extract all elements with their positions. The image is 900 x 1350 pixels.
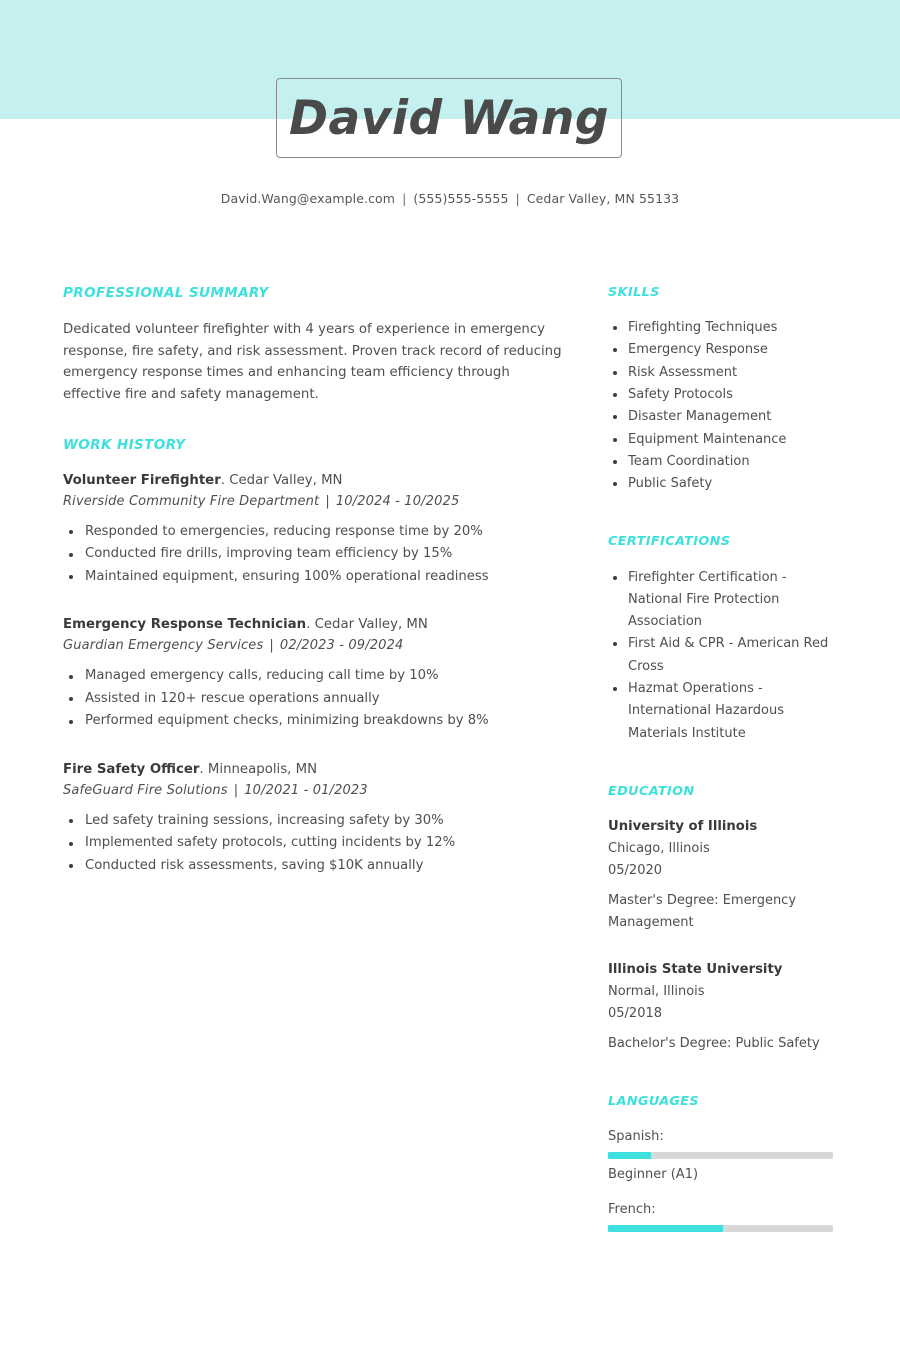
skill-item: Risk Assessment xyxy=(608,362,836,384)
contact-email: David.Wang@example.com xyxy=(220,191,396,206)
language-entry xyxy=(608,1126,836,1185)
section-spacer xyxy=(63,406,563,438)
job-meta-line xyxy=(63,491,563,512)
contact-separator-2: | xyxy=(515,191,520,206)
section-languages xyxy=(608,1095,836,1232)
skill-item: Public Safety xyxy=(608,473,836,495)
language-name: French: xyxy=(608,1202,656,1217)
education-school: University of Illinois xyxy=(608,818,758,834)
contact-location: Cedar Valley, MN 55133 xyxy=(526,191,680,206)
education-degree: Bachelor's Degree: Public Safety xyxy=(608,1035,820,1051)
section-heading-professional-summary: PROFESSIONAL SUMMARY xyxy=(63,285,269,301)
certification-item: Hazmat Operations - International Hazardous Materials Institute xyxy=(608,678,836,745)
job-title: Fire Safety Officer xyxy=(63,761,200,777)
skill-item: Disaster Management xyxy=(608,406,836,428)
job-dates: 02/2023 - 09/2024 xyxy=(279,638,404,654)
section-heading-education: EDUCATION xyxy=(608,783,695,799)
language-proficiency-fill xyxy=(608,1152,651,1159)
job-bullet: Managed emergency calls, reducing call time by 10% xyxy=(63,665,563,688)
work-history-entry xyxy=(63,615,563,733)
education-entry xyxy=(608,816,836,934)
section-heading-languages: LANGUAGES xyxy=(608,1093,700,1109)
certification-item: First Aid & CPR - American Red Cross xyxy=(608,633,836,678)
job-title-line xyxy=(63,615,563,635)
job-company: SafeGuard Fire Solutions xyxy=(63,782,228,798)
job-dates: 10/2024 - 10/2025 xyxy=(335,493,460,509)
skill-item: Safety Protocols xyxy=(608,384,836,406)
job-bullet: Assisted in 120+ rescue operations annually xyxy=(63,688,563,711)
language-proficiency-fill xyxy=(608,1225,723,1232)
left-column xyxy=(63,286,563,877)
job-bullet-list xyxy=(63,665,563,733)
job-bullet: Conducted risk assessments, saving $10K annually xyxy=(63,855,563,878)
contact-phone: (555)555-5555 xyxy=(413,191,509,206)
education-date: 05/2018 xyxy=(608,1005,663,1021)
education-degree: Master's Degree: Emergency Management xyxy=(608,892,797,930)
education-location: Chicago, Illinois xyxy=(608,840,710,856)
job-meta-separator: | xyxy=(233,782,239,798)
education-entry xyxy=(608,959,836,1055)
job-bullet: Led safety training sessions, increasing safety by 30% xyxy=(63,810,563,833)
skills-list xyxy=(608,317,836,495)
section-work-history xyxy=(63,438,563,877)
skill-item: Team Coordination xyxy=(608,451,836,473)
certification-item: Firefighter Certification - National Fire Protection Association xyxy=(608,567,836,634)
job-company: Riverside Community Fire Department xyxy=(63,493,320,509)
skill-item: Firefighting Techniques xyxy=(608,317,836,339)
work-history-entry xyxy=(63,760,563,878)
job-location: . Cedar Valley, MN xyxy=(306,617,428,633)
job-location: . Cedar Valley, MN xyxy=(220,472,343,488)
education-location: Normal, Illinois xyxy=(608,983,705,999)
job-location: . Minneapolis, MN xyxy=(199,761,318,777)
job-title: Volunteer Firefighter xyxy=(63,472,221,488)
section-professional-summary xyxy=(63,286,563,406)
job-meta-separator: | xyxy=(269,638,274,654)
job-bullet: Maintained equipment, ensuring 100% operational readiness xyxy=(63,566,563,589)
skill-item: Emergency Response xyxy=(608,339,836,361)
job-dates: 10/2021 - 01/2023 xyxy=(244,782,368,798)
section-heading-work-history: WORK HISTORY xyxy=(63,437,186,454)
professional-summary-text: Dedicated volunteer firefighter with 4 years of experience in emergency response, fire safety, and risk assessment. Proven track record of reducing emergency response times and enhancing team efficiency through effective fire and safety management. xyxy=(63,321,562,403)
section-heading-certifications: CERTIFICATIONS xyxy=(608,534,731,550)
job-meta-separator: | xyxy=(325,493,330,509)
job-bullet: Implemented safety protocols, cutting incidents by 12% xyxy=(63,832,563,855)
education-school: Illinois State University xyxy=(608,961,783,977)
job-bullet: Responded to emergencies, reducing response time by 20% xyxy=(63,521,563,544)
work-history-entry xyxy=(63,471,563,589)
contact-line xyxy=(0,191,900,206)
name-box xyxy=(276,78,622,158)
education-date: 05/2020 xyxy=(608,862,663,878)
job-bullet: Conducted fire drills, improving team efficiency by 15% xyxy=(63,543,563,566)
contact-separator-1: | xyxy=(402,191,407,206)
section-heading-skills: SKILLS xyxy=(608,285,660,300)
right-column xyxy=(608,286,836,1272)
job-meta-line xyxy=(63,635,563,656)
skill-item: Equipment Maintenance xyxy=(608,429,836,451)
language-proficiency-track xyxy=(608,1152,833,1159)
job-title: Emergency Response Technician xyxy=(63,617,307,633)
section-education xyxy=(608,785,836,1055)
language-name: Spanish: xyxy=(608,1129,664,1144)
job-title-line xyxy=(63,471,563,491)
certifications-list xyxy=(608,567,836,745)
job-bullet: Performed equipment checks, minimizing breakdowns by 8% xyxy=(63,710,563,733)
job-bullet-list xyxy=(63,521,563,589)
language-entry xyxy=(608,1199,836,1232)
job-company: Guardian Emergency Services xyxy=(63,638,264,654)
section-certifications xyxy=(608,535,836,744)
job-meta-line xyxy=(63,780,563,801)
page-title: David Wang xyxy=(289,90,609,146)
section-skills xyxy=(608,286,836,495)
job-title-line xyxy=(63,760,563,780)
language-level: Beginner (A1) xyxy=(608,1167,699,1182)
job-bullet-list xyxy=(63,810,563,878)
language-proficiency-track xyxy=(608,1225,833,1232)
